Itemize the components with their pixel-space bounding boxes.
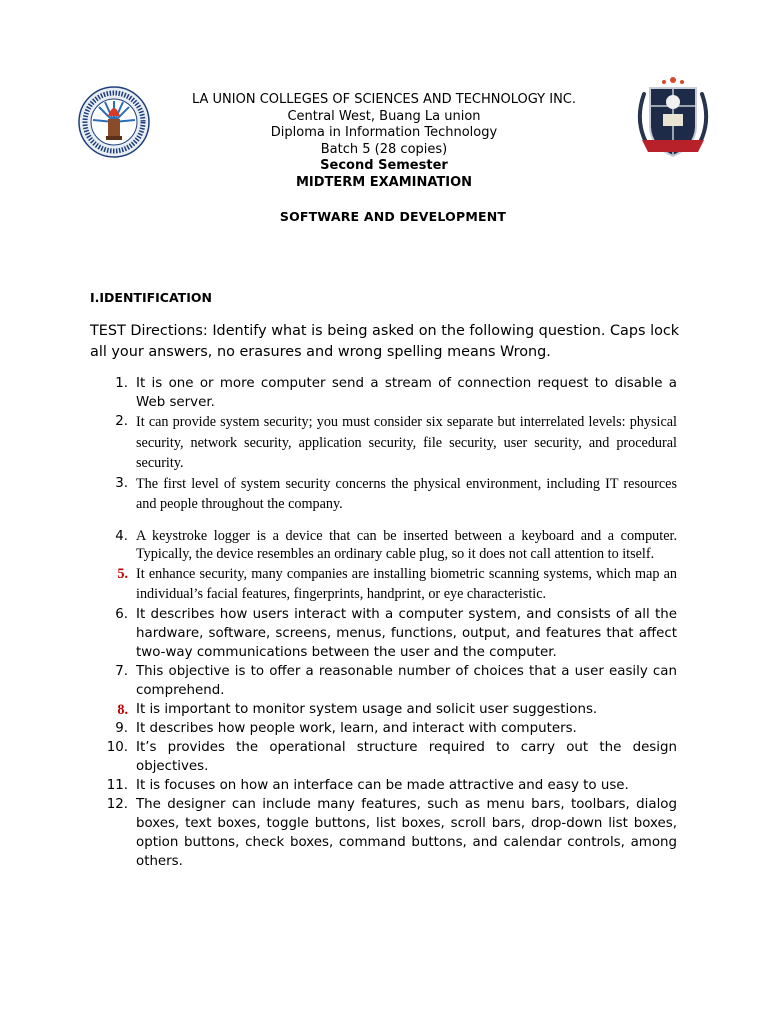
list-item	[0, 527, 677, 564]
question-number: 9.	[115, 720, 128, 736]
question-text: It can provide system security; you must consider six separate but interrelated levels: physical security, network security, application security, file security, user security, and procedural security.	[136, 414, 677, 471]
question-text: It is focuses on how an interface can be made attractive and easy to use.	[136, 777, 629, 793]
question-text: This objective is to offer a reasonable number of choices that a user easily can comprehend.	[136, 663, 677, 698]
school-address: Central West, Buang La union	[287, 108, 481, 124]
program-name: Diploma in Information Technology	[270, 125, 498, 140]
list-item	[0, 700, 677, 719]
question-number: 12.	[106, 796, 128, 812]
list-item	[0, 795, 677, 871]
question-number: 8.	[117, 701, 128, 718]
list-item	[0, 474, 677, 515]
shield-crest-logo	[630, 74, 716, 164]
question-text: The first level of system security concerns the physical environment, including IT resources and people throughout the company.	[136, 475, 677, 512]
question-number: 2.	[115, 414, 128, 429]
question-number: 3.	[115, 475, 128, 491]
list-item	[0, 412, 677, 474]
question-text: It is one or more computer send a stream of connection request to disable a Web server.	[136, 376, 677, 410]
question-text: It describes how users interact with a computer system, and consists of all the hardware, software, screens, menus, functions, output, and features that affect two-way communications between the user and the computer.	[136, 606, 677, 660]
question-list	[0, 374, 768, 871]
list-item	[0, 605, 677, 662]
question-number: 6.	[115, 606, 128, 622]
list-item	[0, 738, 677, 776]
test-directions: TEST Directions: Identify what is being asked on the following question. Caps lock all your answers, no erasures and wrong spelling means Wrong.	[90, 323, 680, 360]
batch-info: Batch 5 (28 copies)	[320, 141, 448, 157]
school-name: LA UNION COLLEGES OF SCIENCES AND TECHNOLOGY INC.	[191, 92, 577, 107]
question-number: 11.	[106, 777, 128, 793]
list-item	[0, 719, 677, 738]
question-text: A keystroke logger is a device that can be inserted between a keyboard and a computer. Typically, the device resembles an ordinary cable plug, so it does not call attention to itself.	[136, 527, 677, 562]
question-text: It enhance security, many companies are installing biometric scanning systems, which map an individual’s facial features, fingerprints, handprint, or eye characteristic.	[136, 565, 677, 602]
question-number: 5.	[117, 565, 128, 582]
question-text: It is important to monitor system usage and solicit user suggestions.	[136, 701, 598, 717]
question-text: It’s provides the operational structure required to carry out the design objectives.	[136, 739, 677, 774]
subject-title: SOFTWARE AND DEVELOPMENT	[279, 209, 507, 224]
list-item	[0, 374, 677, 412]
list-item	[0, 662, 677, 700]
section-heading: I.IDENTIFICATION	[90, 290, 212, 305]
question-number: 10.	[106, 739, 128, 755]
question-number: 7.	[115, 663, 128, 679]
exam-title: MIDTERM EXAMINATION	[295, 174, 473, 190]
exam-header	[150, 92, 618, 191]
college-seal-logo	[78, 86, 150, 158]
question-text: It describes how people work, learn, and interact with computers.	[136, 720, 577, 736]
question-text: The designer can include many features, such as menu bars, toolbars, dialog boxes, text boxes, toggle buttons, list boxes, scroll bars, drop-down list boxes, option buttons, check boxes, command buttons, and calendar controls, among others.	[136, 796, 677, 869]
question-number: 1.	[115, 376, 128, 391]
list-item	[0, 564, 677, 605]
question-number: 4.	[115, 528, 128, 544]
list-item	[0, 776, 677, 795]
semester-label: Second Semester	[320, 158, 448, 173]
